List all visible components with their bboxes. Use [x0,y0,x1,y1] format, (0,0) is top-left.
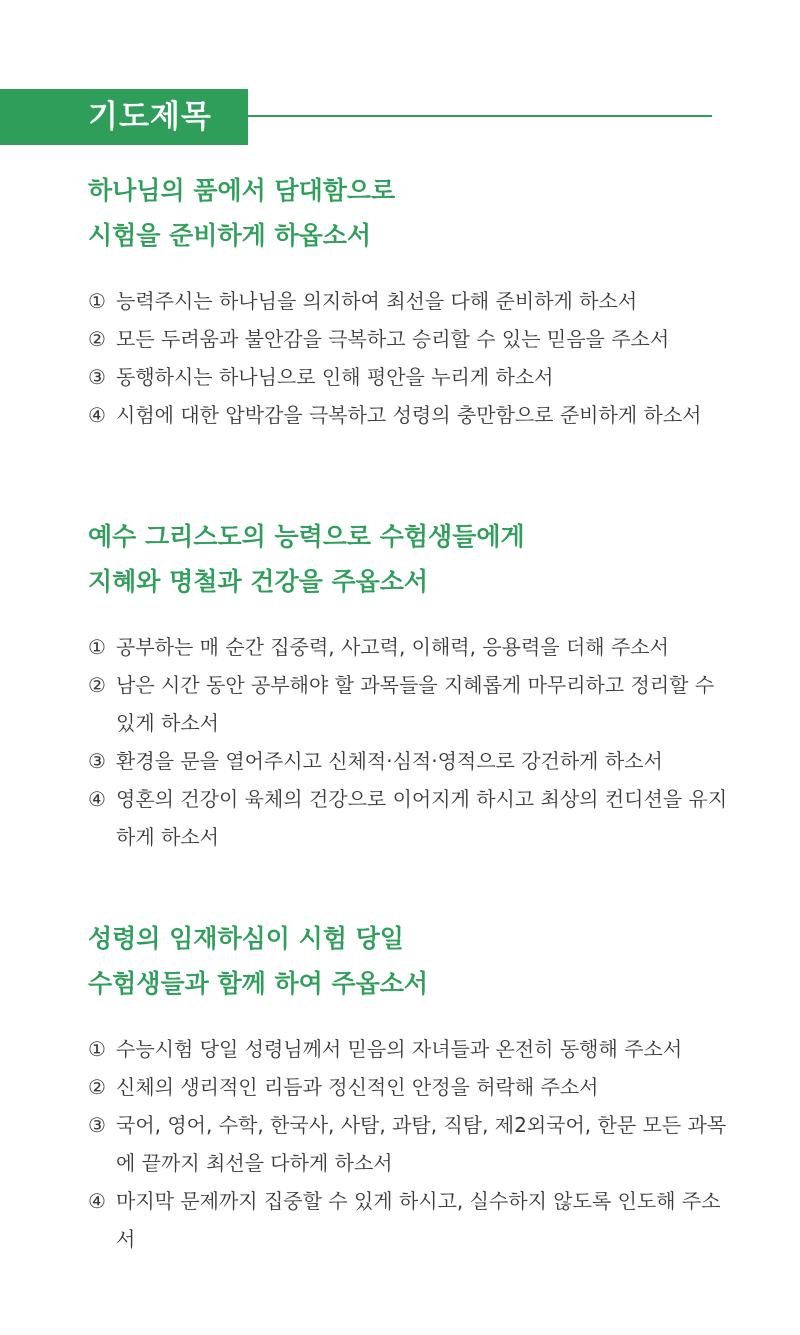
item-number: ③ [88,1113,106,1137]
list-item [88,780,728,856]
item-text: 공부하는 매 순간 집중력, 사고력, 이해력, 응용력을 더해 주소서 [116,635,669,659]
section-title-line: 수험생들과 함께 하여 주옵소서 [88,969,429,998]
list-item [88,1182,728,1258]
item-number: ③ [88,749,106,773]
prayer-list [88,282,728,434]
item-number: ② [88,327,106,351]
item-number: ① [88,635,106,659]
prayer-list [88,628,728,856]
item-number: ② [88,673,106,697]
section-title [88,514,728,604]
item-number: ④ [88,787,106,811]
list-item [88,396,728,434]
item-number: ④ [88,403,106,427]
item-text: 동행하시는 하나님으로 인해 평안을 누리게 하소서 [116,365,554,389]
header [0,89,720,145]
item-text: 영혼의 건강이 육체의 건강으로 이어지게 하시고 최상의 컨디션을 유지하게 하소서 [116,787,728,849]
section-title-line: 시험을 준비하게 하옵소서 [88,221,372,250]
section-title-line: 하나님의 품에서 담대함으로 [88,176,396,205]
prayer-section-3 [88,916,728,1258]
list-item [88,358,728,396]
section-title [88,916,728,1006]
list-item [88,628,728,666]
item-text: 국어, 영어, 수학, 한국사, 사탐, 과탐, 직탐, 제2외국어, 한문 모든 과목에 끝까지 최선을 다하게 하소서 [116,1113,727,1175]
prayer-section-2 [88,514,728,856]
item-text: 수능시험 당일 성령님께서 믿음의 자녀들과 온전히 동행해 주소서 [116,1037,683,1061]
item-number: ② [88,1075,106,1099]
item-number: ④ [88,1189,106,1213]
item-text: 신체의 생리적인 리듬과 정신적인 안정을 허락해 주소서 [116,1075,599,1099]
item-text: 환경을 문을 열어주시고 신체적·심적·영적으로 강건하게 하소서 [116,749,663,773]
list-item [88,742,728,780]
section-title-line: 예수 그리스도의 능력으로 수험생들에게 [88,522,525,551]
list-item [88,1068,728,1106]
item-number: ③ [88,365,106,389]
section-title-line: 성령의 임재하심이 시험 당일 [88,924,404,953]
item-number: ① [88,289,106,313]
prayer-list [88,1030,728,1258]
list-item [88,320,728,358]
prayer-section-1 [88,168,728,434]
item-text: 남은 시간 동안 공부해야 할 과목들을 지혜롭게 마무리하고 정리할 수 있게 하소서 [116,673,715,735]
list-item [88,1030,728,1068]
list-item [88,1106,728,1182]
section-title [88,168,728,258]
item-number: ① [88,1037,106,1061]
header-divider [248,115,712,117]
list-item [88,666,728,742]
section-title-line: 지혜와 명철과 건강을 주옵소서 [88,567,429,596]
list-item [88,282,728,320]
item-text: 시험에 대한 압박감을 극복하고 성령의 충만함으로 준비하게 하소서 [116,403,702,427]
page-title: 기도제목 [88,99,212,135]
item-text: 마지막 문제까지 집중할 수 있게 하시고, 실수하지 않도록 인도해 주소서 [116,1189,721,1251]
item-text: 능력주시는 하나님을 의지하여 최선을 다해 준비하게 하소서 [116,289,638,313]
item-text: 모든 두려움과 불안감을 극복하고 승리할 수 있는 믿음을 주소서 [116,327,670,351]
